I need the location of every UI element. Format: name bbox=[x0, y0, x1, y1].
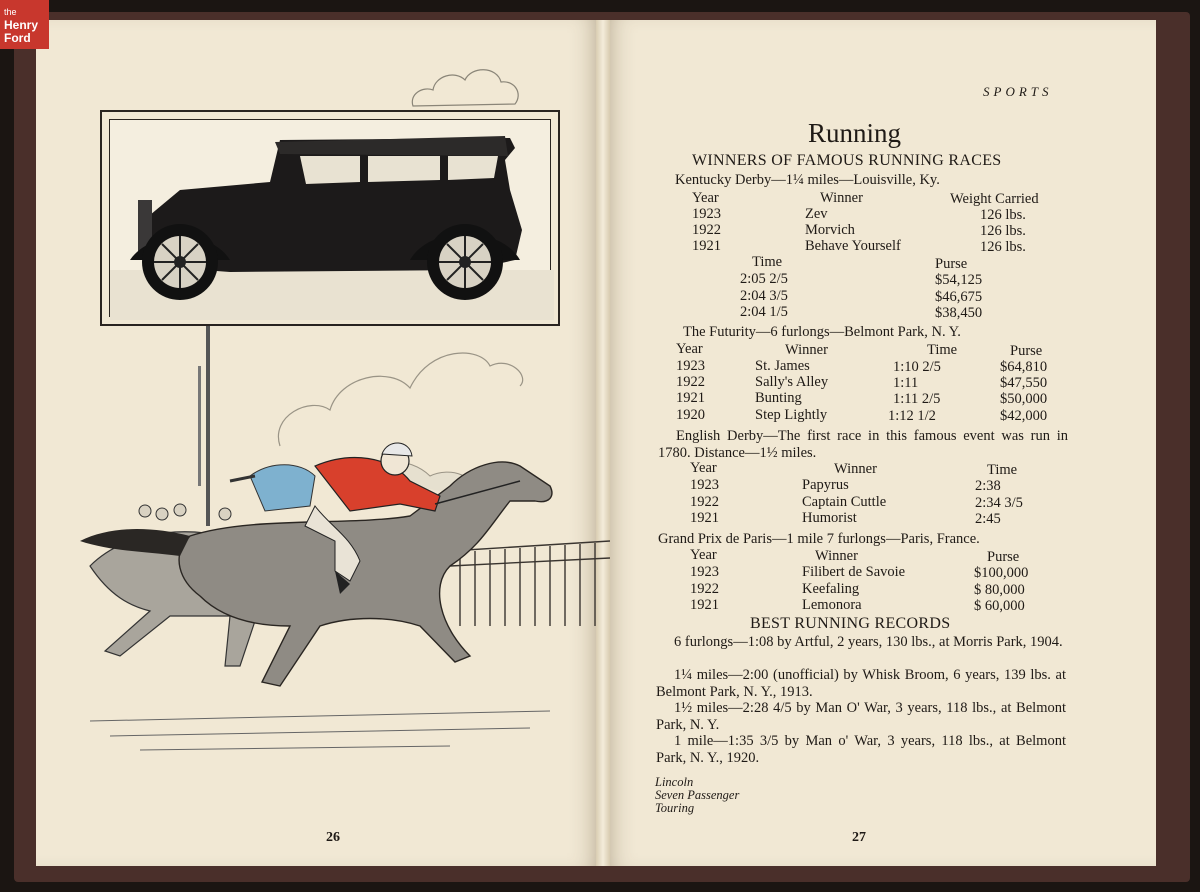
table-cell: 2:04 1/5 bbox=[740, 304, 788, 320]
table-cell: 2:38 bbox=[975, 478, 1001, 494]
records-heading: BEST RUNNING RECORDS bbox=[750, 615, 951, 632]
kentucky-col-purse: Purse bbox=[935, 256, 968, 272]
table-cell: 1:11 2/5 bbox=[893, 391, 941, 407]
table-cell: Zev bbox=[805, 206, 828, 222]
table-cell: St. James bbox=[755, 358, 810, 374]
table-cell: 1:10 2/5 bbox=[893, 359, 941, 375]
grandprix-col-purse: Purse bbox=[987, 549, 1020, 565]
table-row: 1922 bbox=[690, 494, 719, 510]
english-derby-text: English Derby—The first race in this famous event was run in 1780. Distance—1½ miles. bbox=[658, 428, 1068, 461]
subtitle: WINNERS OF FAMOUS RUNNING RACES bbox=[692, 152, 1002, 169]
table-row: 1920 bbox=[676, 407, 705, 423]
table-row: 1921 bbox=[690, 510, 719, 526]
car-caption: Lincoln Seven Passenger Touring bbox=[655, 775, 740, 815]
futurity-col-year: Year bbox=[676, 341, 703, 357]
table-row: 1922 bbox=[690, 581, 719, 597]
table-cell: Sally's Alley bbox=[755, 374, 829, 390]
table-cell: $54,125 bbox=[935, 272, 983, 288]
kentucky-heading: Kentucky Derby—1¼ miles—Louisville, Ky. bbox=[675, 172, 940, 188]
table-cell: Lemonora bbox=[802, 597, 862, 613]
page-number-left: 26 bbox=[326, 830, 340, 845]
table-row: 1922 bbox=[676, 374, 705, 390]
table-cell: $46,675 bbox=[935, 289, 983, 305]
car-illustration bbox=[110, 120, 554, 320]
table-row: 1921 bbox=[692, 238, 721, 254]
page-title: Running bbox=[808, 118, 902, 148]
record-item: 1¼ miles—2:00 (unofficial) by Whisk Broom, 6 years, 139 lbs. at Belmont Park, N. Y., 1913. bbox=[656, 667, 1066, 700]
futurity-col-time: Time bbox=[927, 342, 958, 358]
kentucky-col-time: Time bbox=[752, 254, 783, 270]
table-cell: Step Lightly bbox=[755, 407, 828, 423]
table-cell: $38,450 bbox=[935, 305, 983, 321]
table-cell: $ 80,000 bbox=[974, 582, 1025, 598]
horse-race-illustration bbox=[50, 326, 610, 786]
record-item: 6 furlongs—1:08 by Artful, 2 years, 130 lbs., at Morris Park, 1904. bbox=[674, 634, 1063, 650]
table-row: 1921 bbox=[676, 390, 705, 406]
kentucky-col-weight: Weight Carried bbox=[950, 191, 1039, 207]
english-col-time: Time bbox=[987, 462, 1018, 478]
table-cell: 126 lbs. bbox=[980, 223, 1026, 239]
table-cell: $100,000 bbox=[974, 565, 1029, 581]
table-cell: 126 lbs. bbox=[980, 239, 1026, 255]
table-cell: Filibert de Savoie bbox=[802, 564, 906, 580]
table-row: 1923 bbox=[676, 358, 705, 374]
table-cell: $ 60,000 bbox=[974, 598, 1025, 614]
rear-wheel bbox=[427, 224, 503, 300]
kentucky-col-year: Year bbox=[692, 190, 719, 206]
futurity-heading: The Futurity—6 furlongs—Belmont Park, N. Y. bbox=[683, 324, 961, 340]
english-col-winner: Winner bbox=[834, 461, 877, 477]
table-cell: Morvich bbox=[805, 222, 855, 238]
table-row: 1923 bbox=[690, 477, 719, 493]
table-cell: Bunting bbox=[755, 390, 802, 406]
table-cell: 1:12 1/2 bbox=[888, 408, 936, 424]
table-cell: Papyrus bbox=[802, 477, 849, 493]
grandprix-heading: Grand Prix de Paris—1 mile 7 furlongs—Paris, France. bbox=[658, 531, 980, 547]
grandprix-col-winner: Winner bbox=[815, 548, 858, 564]
table-row: 1923 bbox=[692, 206, 721, 222]
table-cell: $64,810 bbox=[1000, 359, 1048, 375]
table-cell: Behave Yourself bbox=[805, 238, 901, 254]
table-cell: Humorist bbox=[802, 510, 857, 526]
table-cell: 1:11 bbox=[893, 375, 919, 391]
henry-ford-logo: the Henry Ford bbox=[0, 0, 49, 49]
table-cell: Keefaling bbox=[802, 581, 860, 597]
table-cell: 126 lbs. bbox=[980, 207, 1026, 223]
grandprix-col-year: Year bbox=[690, 547, 717, 563]
table-cell: 2:04 3/5 bbox=[740, 288, 788, 304]
table-cell: $47,550 bbox=[1000, 375, 1048, 391]
record-item: 1½ miles—2:28 4/5 by Man O' War, 3 years, 118 lbs., at Belmont Park, N. Y. bbox=[656, 700, 1066, 733]
table-cell: 2:05 2/5 bbox=[740, 271, 788, 287]
record-item: 1 mile—1:35 3/5 by Man o' War, 3 years, 118 lbs., at Belmont Park, N. Y., 1920. bbox=[656, 733, 1066, 766]
front-wheel bbox=[142, 224, 218, 300]
english-col-year: Year bbox=[690, 460, 717, 476]
page-number-right: 27 bbox=[852, 830, 866, 845]
table-cell: 2:45 bbox=[975, 511, 1001, 527]
futurity-col-winner: Winner bbox=[785, 342, 828, 358]
futurity-col-purse: Purse bbox=[1010, 343, 1043, 359]
table-cell: $42,000 bbox=[1000, 408, 1048, 424]
kentucky-col-winner: Winner bbox=[820, 190, 863, 206]
table-row: 1921 bbox=[690, 597, 719, 613]
table-row: 1923 bbox=[690, 564, 719, 580]
cloud-illustration bbox=[405, 58, 525, 110]
table-cell: 2:34 3/5 bbox=[975, 495, 1023, 511]
table-cell: $50,000 bbox=[1000, 391, 1048, 407]
table-cell: Captain Cuttle bbox=[802, 494, 887, 510]
table-row: 1922 bbox=[692, 222, 721, 238]
car-illustration-frame bbox=[100, 110, 560, 326]
section-label: SPORTS bbox=[983, 84, 1053, 99]
